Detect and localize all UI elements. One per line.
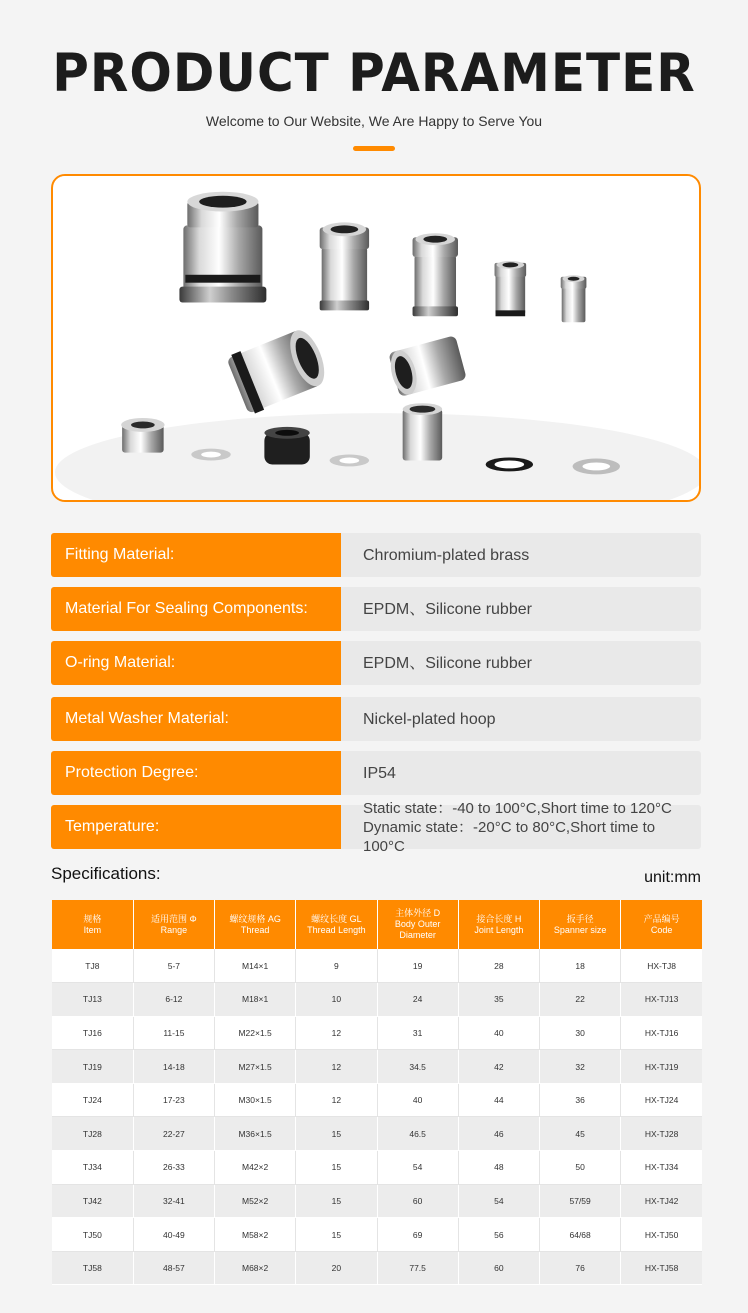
table-cell: 30 bbox=[540, 1016, 621, 1050]
table-row bbox=[52, 1117, 702, 1151]
table-cell: 12 bbox=[296, 1016, 377, 1050]
table-cell: M58×2 bbox=[215, 1218, 296, 1252]
param-row-washer-material bbox=[51, 697, 701, 741]
param-value-text: Static state：-40 to 100°C,Short time to 120°C bbox=[363, 799, 672, 817]
table-cell: TJ13 bbox=[52, 983, 133, 1017]
param-value-text: Nickel-plated hoop bbox=[363, 710, 496, 728]
table-cell: 20 bbox=[296, 1251, 377, 1285]
param-value bbox=[341, 533, 701, 577]
table-cell: 12 bbox=[296, 1083, 377, 1117]
column-header: 螺纹规格 AG Thread bbox=[215, 900, 296, 949]
table-cell: 46.5 bbox=[377, 1117, 458, 1151]
table-cell: M27×1.5 bbox=[215, 1050, 296, 1084]
param-row-fitting-material bbox=[51, 533, 701, 577]
table-cell: 48-57 bbox=[133, 1251, 214, 1285]
table-cell: 28 bbox=[458, 949, 539, 983]
table-cell: 46 bbox=[458, 1117, 539, 1151]
table-cell: TJ24 bbox=[52, 1083, 133, 1117]
table-cell: 15 bbox=[296, 1151, 377, 1185]
table-cell: 34.5 bbox=[377, 1050, 458, 1084]
param-row-temperature bbox=[51, 799, 701, 855]
table-cell: 10 bbox=[296, 983, 377, 1017]
table-row bbox=[52, 1151, 702, 1185]
table-cell: 19 bbox=[377, 949, 458, 983]
title-accent-divider bbox=[353, 146, 395, 151]
table-cell: 9 bbox=[296, 949, 377, 983]
param-value bbox=[341, 751, 701, 795]
table-cell: 18 bbox=[540, 949, 621, 983]
param-label: Fitting Material: bbox=[51, 533, 341, 577]
table-cell: 40 bbox=[377, 1083, 458, 1117]
table-cell: TJ28 bbox=[52, 1117, 133, 1151]
table-cell: HX-TJ34 bbox=[621, 1151, 702, 1185]
column-header: 规格 Item bbox=[52, 900, 133, 949]
param-label: Metal Washer Material: bbox=[51, 697, 341, 741]
table-cell: 31 bbox=[377, 1016, 458, 1050]
table-cell: M30×1.5 bbox=[215, 1083, 296, 1117]
table-cell: 17-23 bbox=[133, 1083, 214, 1117]
table-cell: 60 bbox=[377, 1184, 458, 1218]
column-header: 产品编号 Code bbox=[621, 900, 702, 949]
table-cell: M68×2 bbox=[215, 1251, 296, 1285]
table-cell: 32-41 bbox=[133, 1184, 214, 1218]
param-label: O-ring Material: bbox=[51, 641, 341, 685]
specifications-table bbox=[52, 900, 702, 1285]
table-cell: M42×2 bbox=[215, 1151, 296, 1185]
table-row bbox=[52, 1184, 702, 1218]
table-cell: TJ16 bbox=[52, 1016, 133, 1050]
table-cell: 40-49 bbox=[133, 1218, 214, 1252]
param-value-text: IP54 bbox=[363, 764, 396, 782]
table-cell: 50 bbox=[540, 1151, 621, 1185]
table-row bbox=[52, 1016, 702, 1050]
table-row bbox=[52, 1083, 702, 1117]
table-cell: TJ50 bbox=[52, 1218, 133, 1252]
table-cell: HX-TJ42 bbox=[621, 1184, 702, 1218]
param-label: Protection Degree: bbox=[51, 751, 341, 795]
table-cell: HX-TJ58 bbox=[621, 1251, 702, 1285]
table-cell: 44 bbox=[458, 1083, 539, 1117]
table-header-row bbox=[52, 900, 702, 949]
page-subtitle: Welcome to Our Website, We Are Happy to Serve You bbox=[205, 113, 543, 129]
specifications-title: Specifications: bbox=[51, 864, 161, 883]
param-value-text: Chromium-plated brass bbox=[363, 546, 530, 564]
table-cell: 45 bbox=[540, 1117, 621, 1151]
table-cell: 48 bbox=[458, 1151, 539, 1185]
table-cell: 32 bbox=[540, 1050, 621, 1084]
table-cell: TJ34 bbox=[52, 1151, 133, 1185]
table-cell: 36 bbox=[540, 1083, 621, 1117]
table-cell: 22-27 bbox=[133, 1117, 214, 1151]
table-cell: 64/68 bbox=[540, 1218, 621, 1252]
param-value bbox=[341, 587, 701, 631]
page-title: PRODUCT PARAMETER bbox=[52, 42, 696, 104]
gland-joint bbox=[403, 403, 443, 460]
table-cell: 35 bbox=[458, 983, 539, 1017]
param-value-text: EPDM、Silicone rubber bbox=[363, 600, 532, 618]
table-cell: HX-TJ28 bbox=[621, 1117, 702, 1151]
table-cell: HX-TJ13 bbox=[621, 983, 702, 1017]
nut-left bbox=[121, 418, 164, 453]
table-row bbox=[52, 983, 702, 1017]
table-row bbox=[52, 1251, 702, 1285]
column-header: 主体外径 D Body Outer Diameter bbox=[377, 900, 458, 949]
table-cell: HX-TJ50 bbox=[621, 1218, 702, 1252]
gland-small-2 bbox=[561, 275, 587, 322]
table-cell: 22 bbox=[540, 983, 621, 1017]
table-cell: 56 bbox=[458, 1218, 539, 1252]
table-cell: 60 bbox=[458, 1251, 539, 1285]
table-cell: 54 bbox=[377, 1151, 458, 1185]
table-cell: 14-18 bbox=[133, 1050, 214, 1084]
table-cell: M36×1.5 bbox=[215, 1117, 296, 1151]
table-cell: TJ19 bbox=[52, 1050, 133, 1084]
table-cell: 15 bbox=[296, 1184, 377, 1218]
table-cell: 69 bbox=[377, 1218, 458, 1252]
table-cell: 24 bbox=[377, 983, 458, 1017]
column-header: 扳手径 Spanner size bbox=[540, 900, 621, 949]
table-cell: 6-12 bbox=[133, 983, 214, 1017]
param-value bbox=[341, 697, 701, 741]
param-row-o-ring-material bbox=[51, 641, 701, 685]
table-cell: HX-TJ8 bbox=[621, 949, 702, 983]
table-cell: TJ8 bbox=[52, 949, 133, 983]
table-cell: 40 bbox=[458, 1016, 539, 1050]
gland-medium-2 bbox=[413, 233, 458, 316]
table-cell: HX-TJ16 bbox=[621, 1016, 702, 1050]
table-cell: TJ58 bbox=[52, 1251, 133, 1285]
gland-large bbox=[179, 192, 266, 303]
table-cell: 54 bbox=[458, 1184, 539, 1218]
param-value bbox=[341, 641, 701, 685]
table-cell: 12 bbox=[296, 1050, 377, 1084]
rubber-seal bbox=[264, 427, 309, 465]
unit-label: unit:mm bbox=[644, 869, 701, 886]
table-row bbox=[52, 949, 702, 983]
column-header: 螺纹长度 GL Thread Length bbox=[296, 900, 377, 949]
param-value-text: Dynamic state：-20°C to 80°C,Short time to 100°C bbox=[363, 818, 656, 855]
table-cell: M52×2 bbox=[215, 1184, 296, 1218]
table-cell: M18×1 bbox=[215, 983, 296, 1017]
table-row bbox=[52, 1050, 702, 1084]
table-cell: 57/59 bbox=[540, 1184, 621, 1218]
table-cell: TJ42 bbox=[52, 1184, 133, 1218]
table-cell: 11-15 bbox=[133, 1016, 214, 1050]
table-cell: 15 bbox=[296, 1117, 377, 1151]
gland-medium-1 bbox=[320, 222, 369, 310]
table-cell: M22×1.5 bbox=[215, 1016, 296, 1050]
param-label: Temperature: bbox=[51, 805, 341, 849]
column-header: 适用范围 Φ Range bbox=[133, 900, 214, 949]
column-header: 接合长度 H Joint Length bbox=[458, 900, 539, 949]
product-photo bbox=[51, 174, 701, 502]
param-label: Material For Sealing Components: bbox=[51, 587, 341, 631]
param-row-sealing-material bbox=[51, 587, 701, 631]
table-cell: M14×1 bbox=[215, 949, 296, 983]
table-cell: 26-33 bbox=[133, 1151, 214, 1185]
param-value bbox=[341, 799, 701, 855]
param-row-protection-degree bbox=[51, 751, 701, 795]
table-row bbox=[52, 1218, 702, 1252]
table-cell: 77.5 bbox=[377, 1251, 458, 1285]
param-value-text: EPDM、Silicone rubber bbox=[363, 654, 532, 672]
table-cell: HX-TJ19 bbox=[621, 1050, 702, 1084]
table-cell: HX-TJ24 bbox=[621, 1083, 702, 1117]
table-cell: 15 bbox=[296, 1218, 377, 1252]
table-cell: 76 bbox=[540, 1251, 621, 1285]
cable-gland-illustration bbox=[53, 176, 699, 500]
gland-small-1 bbox=[495, 261, 527, 316]
table-cell: 42 bbox=[458, 1050, 539, 1084]
table-cell: 5-7 bbox=[133, 949, 214, 983]
